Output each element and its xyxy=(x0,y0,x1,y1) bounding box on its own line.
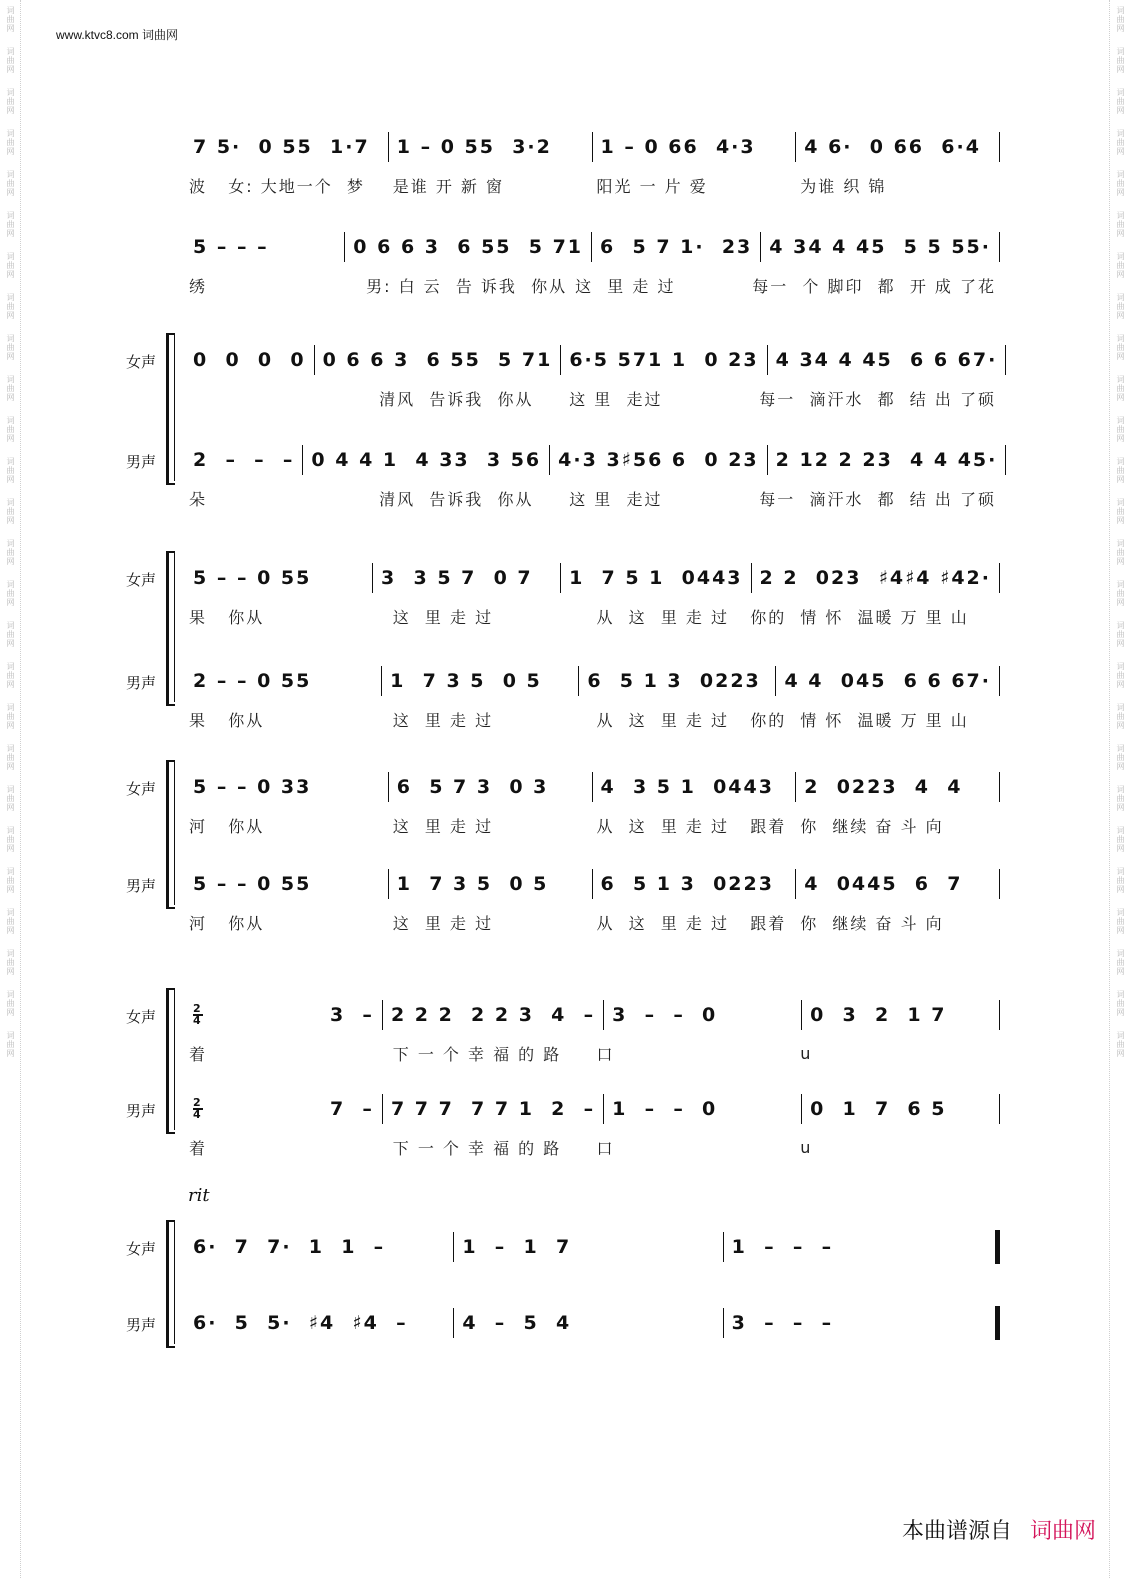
measure-notes: 4 0445 6 7 xyxy=(804,873,963,895)
lyrics-line xyxy=(185,911,1000,933)
watermark-mark: 词曲网 xyxy=(1116,621,1125,648)
measure-notes: 1 – 1 7 xyxy=(462,1236,572,1258)
measure-notes: 5 – – – xyxy=(193,236,269,258)
lyric-segment: 是谁 开 新 窗 xyxy=(392,176,505,196)
measure-notes: 2 12 2 23 4 4 45· xyxy=(775,449,998,471)
measure xyxy=(383,1098,603,1120)
notation-line xyxy=(185,869,1000,899)
site-url[interactable]: www.ktvc8.com 词曲网 xyxy=(56,28,179,42)
voice-label: 男声 xyxy=(126,1316,157,1334)
lyric-segment: 这 里 走过 xyxy=(569,489,663,509)
voice-label: 女声 xyxy=(126,571,157,589)
lyrics-line xyxy=(185,1136,1000,1158)
lyric-segment: 每一 滴汗水 都 结 出 了硕 xyxy=(759,489,996,509)
lyric-segment: 河 你从 xyxy=(189,913,265,933)
measure xyxy=(303,449,549,471)
watermark-mark: 词曲网 xyxy=(1116,293,1125,320)
measure-notes: 2 – – – xyxy=(193,449,295,471)
measure-notes: 6 5 1 3 0223 xyxy=(587,670,761,692)
measure xyxy=(768,349,1006,371)
lyrics-line xyxy=(185,605,1000,627)
watermark-mark: 词曲网 xyxy=(6,744,15,771)
watermark-mark: 词曲网 xyxy=(6,252,15,279)
notation-line xyxy=(185,1000,1000,1030)
notation-line xyxy=(185,345,1000,375)
measure xyxy=(761,236,999,258)
voice-label: 女声 xyxy=(126,353,157,371)
measure-notes: 0 4 4 1 4 33 3 56 xyxy=(311,449,542,471)
measure xyxy=(389,136,592,158)
measure-notes: 7 – xyxy=(329,1098,374,1120)
rit-marking: rit xyxy=(188,1185,210,1206)
watermark-mark: 词曲网 xyxy=(1116,785,1125,812)
measure-notes: 5 – – 0 55 xyxy=(193,873,312,895)
lyric-segment: 你 继续 奋 斗 向 xyxy=(800,816,944,836)
watermark-mark: 词曲网 xyxy=(6,170,15,197)
measure xyxy=(752,567,999,589)
watermark-mark: 词曲网 xyxy=(1116,539,1125,566)
lyric-segment: 这 里 走 过 xyxy=(392,710,494,730)
lyrics-line xyxy=(185,1042,1000,1064)
measure-notes: 4 4 045 6 6 67· xyxy=(784,670,991,692)
lyric-segment: 男: 白 云 告 诉我 你从 xyxy=(366,276,568,296)
lyric-segment: 这 里 走 过 xyxy=(392,607,494,627)
watermark-mark: 词曲网 xyxy=(6,826,15,853)
measure xyxy=(561,567,750,589)
barline xyxy=(999,132,1000,162)
watermark-mark: 词曲网 xyxy=(6,416,15,443)
lyric-segment: 口 xyxy=(596,1044,615,1064)
barline xyxy=(1005,345,1006,375)
watermark-mark: 词曲网 xyxy=(1116,252,1125,279)
lyric-segment: 波 女: 大地一个 梦 xyxy=(189,176,365,196)
lyric-segment: 河 你从 xyxy=(189,816,265,836)
watermark-mark: 词曲网 xyxy=(1116,949,1125,976)
measure xyxy=(315,349,561,371)
notation-line xyxy=(185,772,1000,802)
measure xyxy=(802,1004,999,1026)
watermark-mark: 词曲网 xyxy=(1116,375,1125,402)
watermark-mark: 词曲网 xyxy=(1116,170,1125,197)
measure xyxy=(802,1098,999,1120)
watermark-mark: 词曲网 xyxy=(6,908,15,935)
system-bracket-line xyxy=(174,1222,175,1344)
lyric-segment: 你 继续 奋 斗 向 xyxy=(800,913,944,933)
measure-notes: 1 – 0 55 3·2 xyxy=(396,136,552,158)
measure xyxy=(796,136,999,158)
measure-notes: 7 5· 0 55 1·7 xyxy=(193,136,370,158)
notation-line xyxy=(185,445,1000,475)
watermark-mark: 词曲网 xyxy=(1116,908,1125,935)
measure-notes: 4 6· 0 66 6·4 xyxy=(804,136,981,158)
notation-line xyxy=(185,666,1000,696)
measure-notes: 6 5 7 3 0 3 xyxy=(396,776,549,798)
watermark-mark: 词曲网 xyxy=(6,457,15,484)
measure-notes: 6 5 1 3 0223 xyxy=(600,873,774,895)
measure-notes: 6 5 7 1· 23 xyxy=(600,236,753,258)
barline xyxy=(999,666,1000,696)
measure-notes: 2 2 2 2 2 3 4 – xyxy=(390,1004,596,1026)
lyrics-line xyxy=(185,814,1000,836)
watermark-mark: 词曲网 xyxy=(6,211,15,238)
watermark-strip-left xyxy=(0,0,21,1578)
measure-notes: 0 6 6 3 6 55 5 71 xyxy=(322,349,553,371)
watermark-mark: 词曲网 xyxy=(6,621,15,648)
lyrics-line xyxy=(185,1274,1000,1296)
measure-notes: 4 – 5 4 xyxy=(462,1312,572,1334)
watermark-mark: 词曲网 xyxy=(1116,6,1125,33)
measure-notes: 2 2 023 ♯4♯4 ♯42· xyxy=(759,567,991,589)
lyric-segment: 为谁 织 锦 xyxy=(800,176,887,196)
measure xyxy=(389,873,592,895)
lyrics-line xyxy=(185,387,1000,409)
lyric-segment: 这 里 走 过 xyxy=(392,913,494,933)
watermark-mark: 词曲网 xyxy=(1116,703,1125,730)
measure-notes: 5 – – 0 33 xyxy=(193,776,312,798)
notation-line xyxy=(185,1308,1000,1338)
watermark-mark: 词曲网 xyxy=(6,498,15,525)
watermark-mark: 词曲网 xyxy=(1116,1031,1125,1058)
voice-label: 男声 xyxy=(126,453,157,471)
measure xyxy=(185,136,388,158)
measure xyxy=(454,1312,722,1334)
watermark-mark: 词曲网 xyxy=(6,6,15,33)
watermark-mark: 词曲网 xyxy=(6,785,15,812)
time-signature: 2 4 xyxy=(193,1002,203,1027)
lyric-segment: 着 xyxy=(189,1138,208,1158)
watermark-mark: 词曲网 xyxy=(1116,826,1125,853)
lyric-segment: 这 里 走 过 xyxy=(575,276,676,296)
watermark-mark: 词曲网 xyxy=(1116,744,1125,771)
system-bracket-line xyxy=(174,762,175,905)
voice-label: 女声 xyxy=(126,1008,157,1026)
barline xyxy=(1005,445,1006,475)
measure-notes: 3 – – – xyxy=(731,1312,834,1334)
watermark-mark: 词曲网 xyxy=(1116,580,1125,607)
watermark-mark: 词曲网 xyxy=(6,539,15,566)
notation-line xyxy=(185,563,1000,593)
barline xyxy=(999,563,1000,593)
watermark-mark: 词曲网 xyxy=(1116,334,1125,361)
voice-label: 女声 xyxy=(126,780,157,798)
watermark-mark: 词曲网 xyxy=(6,1031,15,1058)
measure-notes: 1 – – 0 xyxy=(612,1098,718,1120)
notation-line xyxy=(185,1232,1000,1262)
measure xyxy=(796,776,999,798)
watermark-mark: 词曲网 xyxy=(6,949,15,976)
measure-notes: 6· 5 5· ♯4 ♯4 – xyxy=(193,1312,408,1334)
measure xyxy=(185,670,381,692)
measure xyxy=(185,1098,382,1120)
measure xyxy=(550,449,766,471)
lyric-segment: 这 里 走过 xyxy=(569,389,663,409)
watermark-mark: 词曲网 xyxy=(1116,990,1125,1017)
measure xyxy=(185,449,302,471)
watermark-mark: 词曲网 xyxy=(1116,867,1125,894)
watermark-mark: 词曲网 xyxy=(6,703,15,730)
measure-notes: 3 3 5 7 0 7 xyxy=(381,567,533,589)
lyrics-line xyxy=(185,174,1000,196)
measure xyxy=(185,236,344,258)
watermark-mark: 词曲网 xyxy=(6,88,15,115)
measure-notes: 1 – 0 66 4·3 xyxy=(600,136,756,158)
measure-notes: 1 – – – xyxy=(731,1236,834,1258)
watermark-mark: 词曲网 xyxy=(1116,211,1125,238)
lyric-segment: 口 xyxy=(596,1138,615,1158)
lyric-segment: 从 这 里 走 过 跟着 xyxy=(596,816,787,836)
barline xyxy=(999,869,1000,899)
measure xyxy=(561,349,766,371)
watermark-mark: 词曲网 xyxy=(1116,457,1125,484)
measure xyxy=(185,1004,382,1026)
watermark-mark: 词曲网 xyxy=(6,867,15,894)
measure-notes: 6·5 571 1 0 23 xyxy=(569,349,759,371)
watermark-mark: 词曲网 xyxy=(6,580,15,607)
measure xyxy=(604,1098,801,1120)
measure xyxy=(185,349,314,371)
lyrics-line xyxy=(185,708,1000,730)
measure xyxy=(185,776,388,798)
measure-notes: 6· 7 7· 1 1 – xyxy=(193,1236,386,1258)
voice-label: 男声 xyxy=(126,877,157,895)
watermark-mark: 词曲网 xyxy=(6,375,15,402)
lyric-segment: 绣 xyxy=(189,276,208,296)
measure xyxy=(185,1236,453,1258)
voice-label: 男声 xyxy=(126,674,157,692)
notation-line xyxy=(185,132,1000,162)
measure xyxy=(768,449,1006,471)
footer-credit xyxy=(902,1514,1096,1545)
barline xyxy=(999,232,1000,262)
system-bracket-line xyxy=(174,553,175,702)
lyric-segment: 从 这 里 走 过 你的 xyxy=(596,710,787,730)
measure xyxy=(592,236,760,258)
final-barline xyxy=(995,1230,1000,1264)
measure xyxy=(593,136,796,158)
barline xyxy=(999,1000,1000,1030)
watermark-mark: 词曲网 xyxy=(1116,416,1125,443)
lyrics-line xyxy=(185,274,1000,296)
measure-notes: 2 – – 0 55 xyxy=(193,670,312,692)
watermark-mark: 词曲网 xyxy=(6,293,15,320)
lyric-segment: 清风 告诉我 你从 xyxy=(379,389,534,409)
measure xyxy=(593,873,796,895)
watermark-mark: 词曲网 xyxy=(1116,88,1125,115)
lyric-segment: 情 怀 温暖 万 里 山 xyxy=(800,710,969,730)
voice-label: 女声 xyxy=(126,1240,157,1258)
measure-notes: 7 7 7 7 7 1 2 – xyxy=(390,1098,596,1120)
voice-label: 男声 xyxy=(126,1102,157,1120)
watermark-mark: 词曲网 xyxy=(6,47,15,74)
lyric-segment: 果 你从 xyxy=(189,607,265,627)
measure-notes: 1 7 3 5 0 5 xyxy=(396,873,549,895)
measure-notes: 0 3 2 1 7 xyxy=(810,1004,947,1026)
measure-notes: 0 6 6 3 6 55 5 71 xyxy=(353,236,584,258)
measure xyxy=(776,670,999,692)
measure-notes: 4·3 3♯56 6 0 23 xyxy=(558,449,759,471)
measure xyxy=(579,670,775,692)
watermark-mark: 词曲网 xyxy=(1116,47,1125,74)
lyric-segment: u xyxy=(800,1137,813,1157)
measure-notes: 2 0223 4 4 xyxy=(804,776,963,798)
watermark-mark: 词曲网 xyxy=(1116,662,1125,689)
watermark-mark: 词曲网 xyxy=(6,990,15,1017)
watermark-mark: 词曲网 xyxy=(6,662,15,689)
measure-notes: 4 3 5 1 0443 xyxy=(600,776,774,798)
lyric-segment: 这 里 走 过 xyxy=(392,816,494,836)
measure xyxy=(383,1004,603,1026)
lyric-segment: 从 这 里 走 过 你的 xyxy=(596,607,787,627)
barline xyxy=(999,1094,1000,1124)
lyric-segment: 下 一 个 幸 福 的 路 xyxy=(392,1044,562,1064)
measure xyxy=(796,873,999,895)
measure-notes: 0 0 0 0 xyxy=(193,349,306,371)
lyric-segment: 清风 告诉我 你从 xyxy=(379,489,534,509)
watermark-mark: 词曲网 xyxy=(6,334,15,361)
measure-notes: 4 34 4 45 6 6 67· xyxy=(775,349,998,371)
lyric-segment: 每一 个 脚印 都 开 成 了花 xyxy=(752,276,996,296)
system-bracket-line xyxy=(174,990,175,1130)
measure xyxy=(185,567,372,589)
measure-notes: 1 7 3 5 0 5 xyxy=(390,670,542,692)
measure-notes: 5 – – 0 55 xyxy=(193,567,312,589)
measure-notes: 3 – xyxy=(329,1004,374,1026)
lyric-segment: u xyxy=(800,1043,813,1063)
measure xyxy=(345,236,591,258)
measure xyxy=(454,1236,722,1258)
lyric-segment: 着 xyxy=(189,1044,208,1064)
lyrics-line xyxy=(185,487,1000,509)
lyric-segment: 下 一 个 幸 福 的 路 xyxy=(392,1138,562,1158)
measure xyxy=(382,670,578,692)
lyric-segment: 阳光 一 片 爱 xyxy=(596,176,708,196)
measure-notes: 1 7 5 1 0443 xyxy=(569,567,743,589)
measure-notes: 4 34 4 45 5 5 55· xyxy=(769,236,991,258)
final-barline xyxy=(995,1306,1000,1340)
lyric-segment: 朵 xyxy=(189,489,208,509)
notation-line xyxy=(185,1094,1000,1124)
measure-notes: 0 1 7 6 5 xyxy=(810,1098,947,1120)
lyric-segment: 每一 滴汗水 都 结 出 了硕 xyxy=(759,389,996,409)
system-bracket-line xyxy=(174,335,175,481)
measure xyxy=(593,776,796,798)
measure-notes: 3 – – 0 xyxy=(612,1004,718,1026)
brand-link[interactable]: 词曲网 xyxy=(1029,1519,1096,1544)
lyric-segment: 情 怀 温暖 万 里 山 xyxy=(800,607,969,627)
watermark-mark: 词曲网 xyxy=(1116,498,1125,525)
notation-line xyxy=(185,232,1000,262)
lyric-segment: 果 你从 xyxy=(189,710,265,730)
barline xyxy=(999,772,1000,802)
measure xyxy=(724,1312,992,1334)
measure xyxy=(724,1236,992,1258)
measure xyxy=(604,1004,801,1026)
source-label: 本曲谱源自 xyxy=(901,1519,1012,1544)
time-signature: 2 4 xyxy=(193,1096,203,1121)
lyric-segment: 从 这 里 走 过 跟着 xyxy=(596,913,787,933)
watermark-mark: 词曲网 xyxy=(6,129,15,156)
measure xyxy=(373,567,560,589)
lyrics-line xyxy=(185,1350,1000,1372)
measure xyxy=(185,1312,453,1334)
watermark-mark: 词曲网 xyxy=(1116,129,1125,156)
watermark-strip-right xyxy=(1109,0,1130,1578)
measure xyxy=(185,873,388,895)
measure xyxy=(389,776,592,798)
